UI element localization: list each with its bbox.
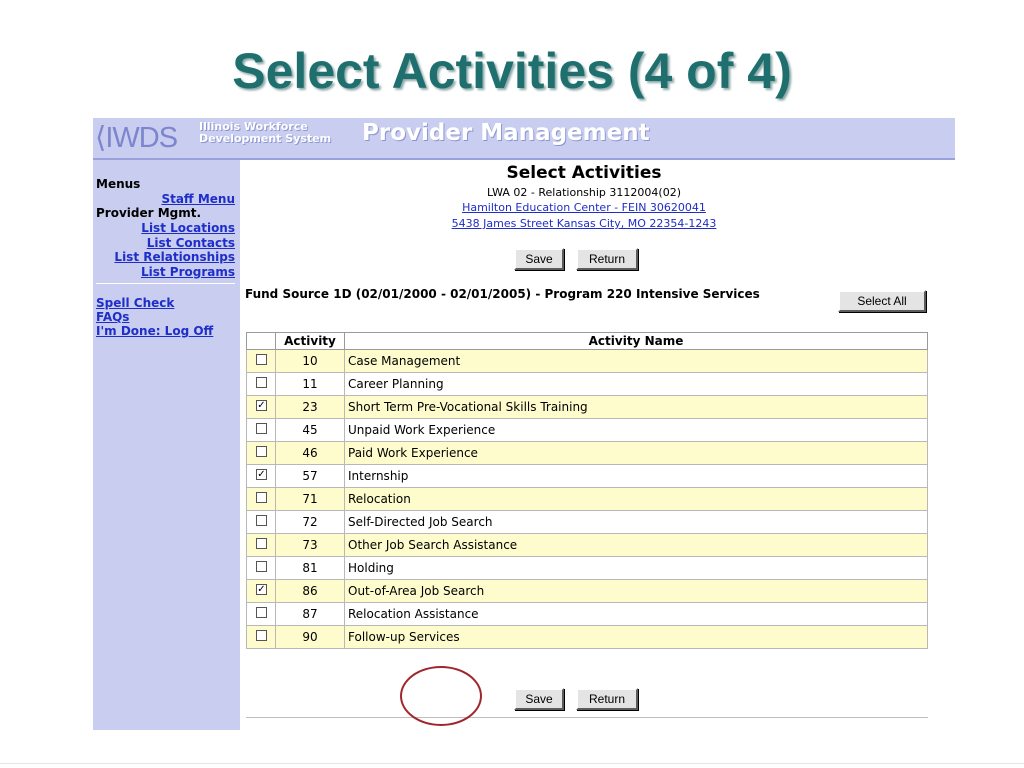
row-checkbox-cell (247, 534, 276, 557)
sidebar-link-list-contacts[interactable]: List Contacts (146, 236, 235, 250)
fund-source-label: Fund Source 1D (02/01/2000 - 02/01/2005) - Program 220 Intensive Services (245, 287, 760, 301)
activity-checkbox[interactable] (256, 377, 267, 388)
activity-name: Relocation (345, 488, 928, 511)
sidebar-link-spell-check[interactable]: Spell Check (96, 296, 175, 310)
illinois-state-icon: ⟨ (95, 122, 106, 154)
activity-checkbox[interactable]: ✓ (257, 400, 266, 411)
address-link[interactable]: 5438 James Street Kansas City, MO 22354-1243 (451, 217, 717, 230)
activity-name: Relocation Assistance (345, 603, 928, 626)
checkbox-column-header (247, 333, 276, 350)
activity-name: Internship (345, 465, 928, 488)
select-all-button[interactable]: Select All (838, 290, 926, 312)
logo-text: IWDS (105, 122, 178, 154)
sidebar-link-log-off[interactable]: I'm Done: Log Off (96, 324, 214, 338)
activity-name: Paid Work Experience (345, 442, 928, 465)
app-banner (93, 118, 955, 160)
activity-code: 11 (276, 373, 345, 396)
activity-code: 45 (276, 419, 345, 442)
return-button-top[interactable]: Return (576, 248, 638, 270)
table-row (247, 396, 928, 419)
activity-name: Out-of-Area Job Search (345, 580, 928, 603)
bottom-divider (246, 717, 928, 718)
table-row (247, 350, 928, 373)
table-row (247, 603, 928, 626)
sidebar-heading-menus: Menus (96, 177, 141, 191)
activity-checkbox[interactable] (256, 630, 267, 641)
row-checkbox-cell (247, 580, 276, 603)
activity-checkbox[interactable] (256, 446, 267, 457)
table-row (247, 511, 928, 534)
row-checkbox-cell (247, 557, 276, 580)
banner-title: Provider Management (362, 120, 650, 146)
activity-code: 87 (276, 603, 345, 626)
activity-name-column-header: Activity Name (345, 333, 928, 350)
activity-name: Short Term Pre-Vocational Skills Training (345, 396, 928, 419)
sidebar-link-faqs[interactable]: FAQs (96, 310, 130, 324)
row-checkbox-cell (247, 373, 276, 396)
table-header-row (247, 333, 928, 350)
logo-subtitle-line1: Illinois Workforce (199, 120, 308, 133)
table-row (247, 488, 928, 511)
activity-checkbox[interactable] (256, 423, 267, 434)
sidebar-link-list-relationships[interactable]: List Relationships (114, 250, 235, 264)
page-heading: Select Activities (506, 163, 662, 183)
row-checkbox-cell (247, 465, 276, 488)
row-checkbox-cell (247, 350, 276, 373)
activity-code: 23 (276, 396, 345, 419)
table-row (247, 465, 928, 488)
activity-code: 71 (276, 488, 345, 511)
activity-name: Holding (345, 557, 928, 580)
row-checkbox-cell (247, 488, 276, 511)
activity-name: Case Management (345, 350, 928, 373)
logo-subtitle (199, 121, 331, 145)
activity-code: 73 (276, 534, 345, 557)
activity-checkbox[interactable] (256, 354, 267, 365)
row-checkbox-cell (247, 511, 276, 534)
save-button-bottom[interactable]: Save (514, 688, 564, 710)
activity-checkbox[interactable] (256, 492, 267, 503)
table-row (247, 626, 928, 649)
activity-name: Other Job Search Assistance (345, 534, 928, 557)
sidebar-link-staff-menu[interactable]: Staff Menu (161, 192, 235, 206)
logo-subtitle-line2: Development System (199, 132, 332, 145)
table-row (247, 419, 928, 442)
activity-name: Self-Directed Job Search (345, 511, 928, 534)
activities-table (246, 332, 928, 649)
return-button-bottom[interactable]: Return (576, 688, 638, 710)
activity-code: 81 (276, 557, 345, 580)
slide-footer-line (0, 763, 1024, 764)
activity-name: Follow-up Services (345, 626, 928, 649)
iwds-logo (95, 120, 177, 155)
table-row (247, 534, 928, 557)
table-row (247, 557, 928, 580)
activity-code: 57 (276, 465, 345, 488)
activity-code: 72 (276, 511, 345, 534)
sidebar-link-list-locations[interactable]: List Locations (141, 221, 235, 235)
row-checkbox-cell (247, 442, 276, 465)
row-checkbox-cell (247, 626, 276, 649)
activity-checkbox[interactable] (256, 515, 267, 526)
row-checkbox-cell (247, 419, 276, 442)
activity-code: 46 (276, 442, 345, 465)
provider-link[interactable]: Hamilton Education Center - FEIN 30620041 (462, 201, 706, 214)
activity-code: 90 (276, 626, 345, 649)
sidebar (93, 160, 240, 730)
activity-name: Career Planning (345, 373, 928, 396)
table-row (247, 442, 928, 465)
table-row (247, 580, 928, 603)
activity-name: Unpaid Work Experience (345, 419, 928, 442)
slide-title: Select Activities (4 of 4) (232, 43, 792, 99)
activity-code: 10 (276, 350, 345, 373)
sidebar-heading-provider: Provider Mgmt. (96, 206, 202, 220)
row-checkbox-cell (247, 603, 276, 626)
activity-code: 86 (276, 580, 345, 603)
activity-checkbox[interactable] (256, 561, 267, 572)
activity-checkbox[interactable] (256, 538, 267, 549)
activity-checkbox[interactable]: ✓ (257, 584, 266, 595)
table-row (247, 373, 928, 396)
sidebar-link-list-programs[interactable]: List Programs (140, 265, 235, 279)
sidebar-divider (96, 283, 235, 284)
row-checkbox-cell (247, 396, 276, 419)
activity-checkbox[interactable] (256, 607, 267, 618)
relationship-info: LWA 02 - Relationship 3112004(02) (487, 186, 681, 199)
save-button-top[interactable]: Save (514, 248, 564, 270)
activity-checkbox[interactable]: ✓ (257, 469, 266, 480)
activity-column-header: Activity (276, 333, 345, 350)
main-content (240, 160, 955, 730)
app-screenshot (93, 118, 955, 730)
